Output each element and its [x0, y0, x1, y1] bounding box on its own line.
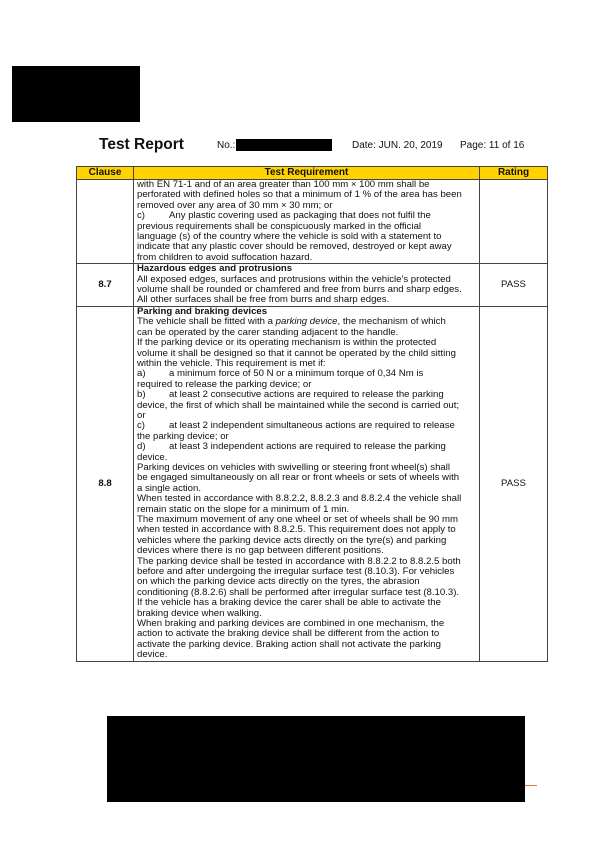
req-line: The parking device shall be tested in accordance with 8.8.2.2 to 8.8.2.5 both	[137, 555, 461, 567]
req-line: removed over any area of 30 mm × 30 mm; or	[137, 199, 333, 211]
rating-cell: PASS	[480, 264, 548, 307]
item-text: at least 3 independent actions are required to release the parking	[169, 441, 446, 453]
clause-header: Clause	[77, 167, 134, 180]
req-line: device, the first of which shall be maintained while the second is carried out;	[137, 399, 460, 411]
req-line: remain static on the slope for a minimum of 1 min.	[137, 503, 350, 515]
req-line: required to release the parking device; or	[137, 378, 312, 390]
req-line: the parking device; or	[137, 430, 229, 442]
table-row-continued	[77, 180, 548, 264]
req-line: with EN 71-1 and of an area greater than 100 mm × 100 mm shall be	[137, 179, 430, 190]
req-line: All exposed edges, surfaces and protrusions within the vehicle's protected	[137, 273, 451, 285]
req-line: on which the parking device acts directly on the tyres, the abrasion	[137, 576, 420, 588]
requirement-cell	[134, 264, 480, 307]
redacted-footer	[107, 716, 525, 802]
req-line: volume shall be rounded or chamfered and free from burrs and sharp edges.	[137, 284, 462, 296]
item-text: at least 2 consecutive actions are required to release the parking	[169, 389, 444, 401]
requirement-cell	[134, 180, 480, 264]
clause-cell: 8.7	[77, 264, 134, 307]
rating-cell: PASS	[480, 306, 548, 661]
item-text: Any plastic covering used as packaging that does not fulfil the	[169, 210, 431, 222]
report-number-label: No.:	[217, 140, 236, 151]
req-line: can be operated by the carer standing adjacent to the handle.	[137, 326, 399, 338]
test-requirements-table	[76, 166, 548, 662]
req-line: be engaged simultaneously on all rear or front wheels or sets of wheels with	[137, 472, 460, 484]
redacted-logo	[12, 66, 140, 122]
clause-cell	[77, 180, 134, 264]
clause-cell: 8.8	[77, 306, 134, 661]
req-line: previous requirements shall be conspicuously marked in the official	[137, 220, 422, 232]
req-line: If the parking device or its operating mechanism is within the protected	[137, 337, 437, 349]
req-item-d	[137, 442, 476, 452]
item-marker: c)	[137, 420, 145, 432]
req-line: action to activate the braking device shall be different from the action to	[137, 628, 440, 640]
rating-cell	[480, 180, 548, 264]
req-line: device.	[137, 649, 168, 661]
table-row-8-8	[77, 306, 548, 661]
req-line: within the vehicle. This requirement is met if:	[137, 357, 326, 369]
report-date: Date: JUN. 20, 2019	[352, 140, 443, 151]
report-header	[0, 136, 600, 158]
table-header-row	[77, 167, 548, 180]
req-line: devices where there is no gap between different positions.	[137, 545, 384, 557]
requirement-cell	[134, 306, 480, 661]
req-line: When tested in accordance with 8.8.2.2, 8.8.2.3 and 8.8.2.4 the vehicle shall	[137, 493, 462, 505]
item-marker: c)	[137, 210, 145, 222]
rating-header: Rating	[480, 167, 548, 180]
req-line: The maximum movement of any one wheel or set of wheels shall be 90 mm	[137, 514, 459, 525]
req-line: or	[137, 409, 146, 421]
req-line: from children to avoid suffocation hazard.	[137, 251, 313, 263]
req-text: The vehicle shall be fitted with a	[137, 316, 276, 328]
item-marker: b)	[137, 389, 146, 401]
item-marker: d)	[137, 441, 146, 453]
item-text: at least 2 independent simultaneous actions are required to release	[169, 420, 455, 432]
footer-accent-line	[525, 785, 537, 786]
req-line: vehicles where the parking device acts directly on the tyre(s) and parking	[137, 534, 447, 546]
req-line: conditioning (8.8.2.6) shall be performed after irregular surface test (8.10.3).	[137, 586, 460, 598]
item-marker: a)	[137, 368, 146, 380]
req-line: device.	[137, 451, 168, 463]
req-item-b	[137, 390, 476, 400]
requirement-title: Parking and braking devices	[137, 305, 268, 317]
requirement-title: Hazardous edges and protrusions	[137, 263, 293, 275]
req-term: parking device	[275, 316, 338, 328]
req-line: If the vehicle has a braking device the carer shall be able to activate the	[137, 597, 441, 609]
req-line: when tested in accordance with 8.8.2.5. This requirement does not apply to	[137, 524, 456, 536]
item-text: a minimum force of 50 N or a minimum torque of 0,34 Nm is	[169, 368, 424, 380]
req-line: volume it shall be designed so that it cannot be operated by the child sitting	[137, 347, 456, 359]
req-line: braking device when walking.	[137, 607, 262, 619]
report-title: Test Report	[99, 136, 184, 153]
req-line: All other surfaces shall be free from burrs and sharp edges.	[137, 294, 390, 306]
req-line: before and after undergoing the irregular surface test (8.10.3). For vehicles	[137, 566, 455, 578]
page-number: Page: 11 of 16	[460, 140, 525, 151]
requirement-header: Test Requirement	[134, 167, 480, 180]
table-row-8-7	[77, 264, 548, 307]
req-text: , the mechanism of which	[337, 316, 446, 328]
req-line: language (s) of the country where the vehicle is sold with a statement to	[137, 231, 442, 243]
redacted-report-number	[236, 139, 332, 151]
req-line: When braking and parking devices are combined in one mechanism, the	[137, 618, 445, 630]
req-line: a single action.	[137, 482, 201, 494]
req-line: perforated with defined holes so that a minimum of 1 % of the area has been	[137, 189, 462, 201]
req-line: activate the parking device. Braking action shall not activate the parking	[137, 638, 441, 650]
req-line: indicate that any plastic cover should be removed, destroyed or kept away	[137, 241, 452, 253]
req-line: Parking devices on vehicles with swivelling or steering front wheel(s) shall	[137, 461, 451, 473]
